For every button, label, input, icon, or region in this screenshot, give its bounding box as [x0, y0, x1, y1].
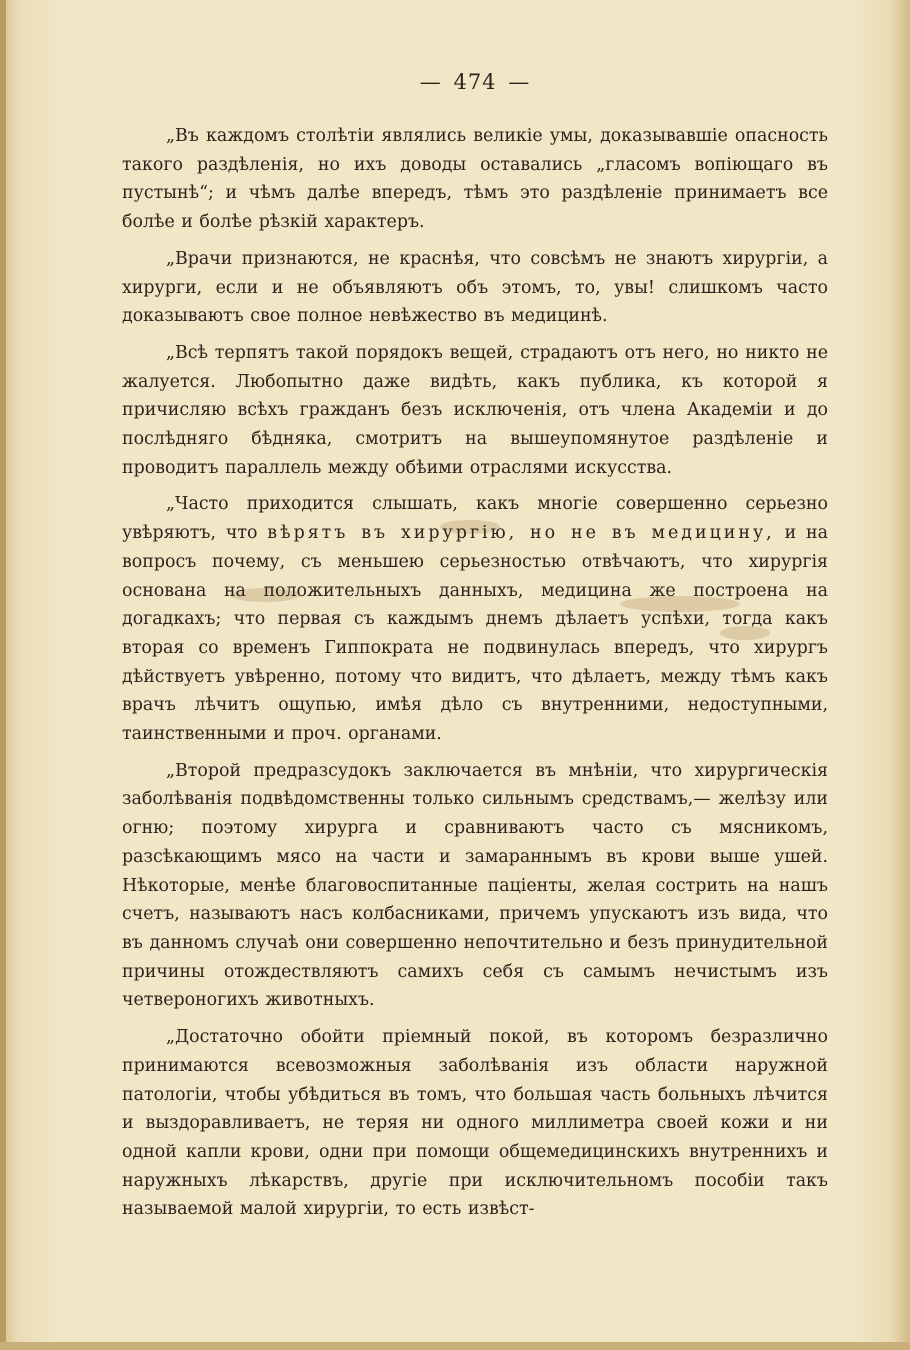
page-binding-edge	[0, 0, 6, 1350]
paragraph-1: „Въ каждомъ столѣтіи являлись великіе умы, доказывавшіе опасность такого раздѣленія, но ихъ доводы оставались „гласомъ вопіющаго въ пустынѣ“; и чѣмъ далѣе впередъ, тѣмъ это раздѣленіе принимаетъ все болѣе и болѣе рѣзкій характеръ.	[122, 126, 828, 233]
paragraph-4-part-1: „Часто приходится слышать, какъ многіе совершенно серьезно увѣряютъ, что	[122, 494, 828, 544]
paragraph-4-emphasis: вѣрятъ въ хирургію, но не въ медицину,	[267, 523, 775, 544]
page-number-header	[122, 62, 828, 102]
page-bottom-edge	[0, 1342, 910, 1350]
paragraph-3: „Всѣ терпятъ такой порядокъ вещей, страдаютъ отъ него, но никто не жалуется. Любопытно даже видѣть, какъ публика, къ которой я причисляю всѣхъ гражданъ безъ исключенія, отъ члена Академіи и до послѣдняго бѣдняка, смотритъ на вышеупомянутое раздѣленіе и проводитъ параллель между обѣими отраслями искусства.	[122, 342, 828, 478]
paragraph-5: „Второй предразсудокъ заключается въ мнѣніи, что хирургическія заболѣванія подвѣдомственны только сильнымъ средствамъ,— желѣзу или огню; поэтому хирурга и сравниваютъ часто съ мясникомъ, разсѣкающимъ мясо на части и замараннымъ въ крови выше ушей. Нѣкоторые, менѣе благовоспитанные паціенты, желая сострить на нашъ счетъ, называютъ насъ колбасниками, причемъ упускаютъ изъ вида, что въ данномъ случаѣ они совершенно непочтительно и безъ принудительной причины отождествляютъ самихъ себя съ самымъ нечистымъ изъ четвероногихъ животныхъ.	[122, 760, 828, 1011]
page-number-dash-left: —	[419, 70, 442, 94]
page-body	[122, 62, 828, 1232]
page-number: 474	[453, 70, 497, 94]
paragraph-2: „Врачи признаются, не краснѣя, что совсѣмъ не знаютъ хирургіи, а хирурги, если и не объявляютъ объ этомъ, то, увы! слишкомъ часто доказываютъ свое полное невѣжество въ медицинѣ.	[122, 248, 828, 327]
page-number-dash-right: —	[508, 70, 531, 94]
paragraph-6: „Достаточно обойти пріемный покой, въ которомъ безразлично принимаются всевозможныя заболѣванія изъ области наружной патологіи, чтобы убѣдиться въ томъ, что большая часть больныхъ лѣчится и выздоравливаетъ, не теряя ни одного миллиметра своей кожи и ни одной капли крови, одни при помощи общемедицинскихъ внутреннихъ и наружныхъ лѣкарствъ, другіе при исключительномъ пособіи такъ называемой малой хирургіи, то есть извѣст-	[122, 1027, 828, 1220]
main-text	[122, 122, 828, 1224]
paragraph-4	[122, 490, 828, 748]
paragraph-4-part-2: и на вопросъ почему, съ меньшею серьезностью отвѣчаютъ, что хирургія основана на положительныхъ данныхъ, медицина же построена на догадкахъ; что первая съ каждымъ днемъ дѣлаетъ успѣхи, тогда какъ вторая со временъ Гиппократа не подвинулась впередъ, что хирургъ дѣйствуетъ увѣренно, потому что видитъ, что дѣлаетъ, между тѣмъ какъ врачъ лѣчитъ ощупью, имѣя дѣло съ внутренними, недоступными, таинственными и проч. органами.	[122, 523, 828, 745]
